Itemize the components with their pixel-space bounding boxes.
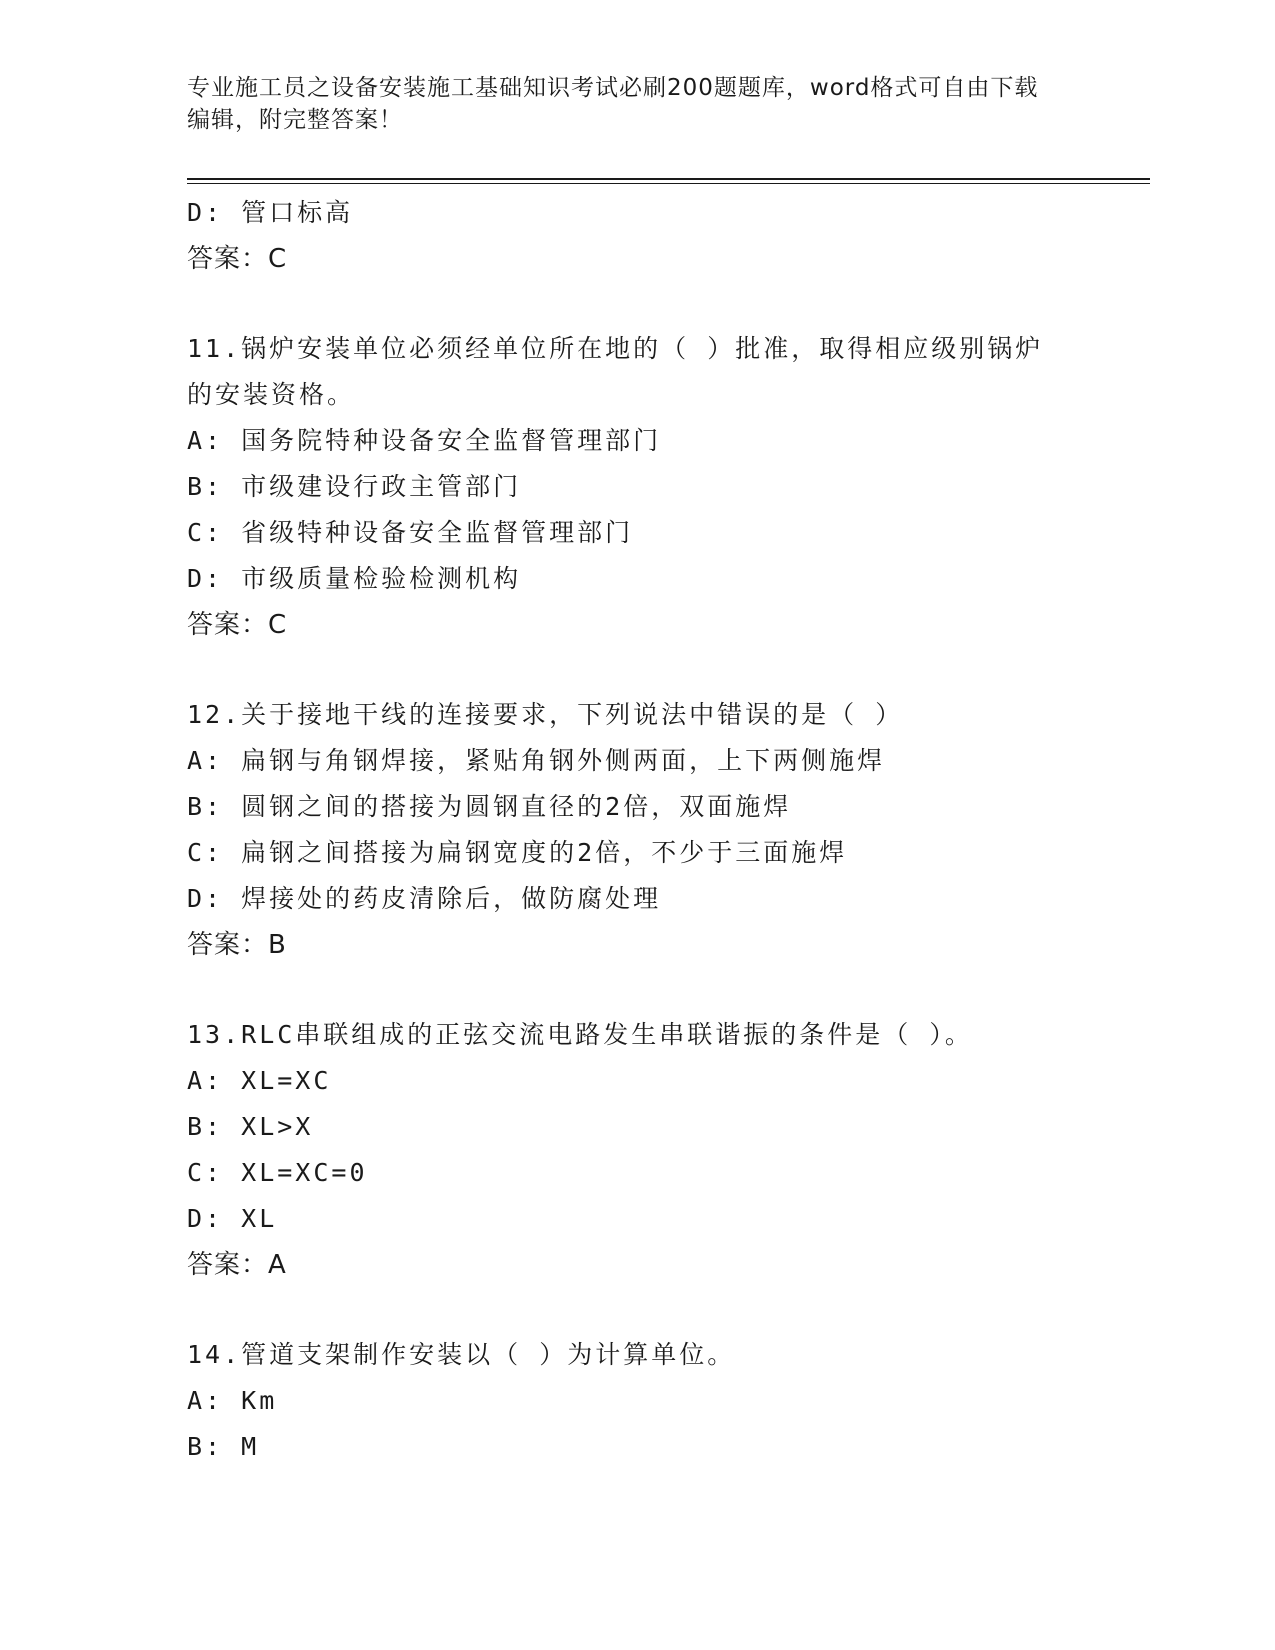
- question-spacer: [187, 1288, 1087, 1332]
- option-a: A: XL=XC: [187, 1066, 332, 1095]
- option-d: D: XL: [187, 1204, 278, 1233]
- header-divider-thick: [187, 178, 1150, 180]
- option-d: D: 管口标高: [187, 198, 354, 227]
- option-c: C: 扁钢之间搭接为扁钢宽度的2倍，不少于三面施焊: [187, 838, 848, 867]
- question-13: [187, 1012, 1087, 1288]
- document-body: [187, 190, 1087, 1470]
- answer: 答案：B: [187, 930, 287, 960]
- option-b: B: M: [187, 1432, 260, 1461]
- question-12: [187, 692, 1087, 968]
- answer: 答案：A: [187, 1250, 287, 1280]
- question-stem: 13.RLC串联组成的正弦交流电路发生串联谐振的条件是（ ）。: [187, 1020, 973, 1049]
- option-b: B: 市级建设行政主管部门: [187, 472, 522, 501]
- header-title-line2: 编辑，附完整答案！: [187, 107, 403, 133]
- question-11: [187, 326, 1087, 648]
- answer: 答案：C: [187, 244, 288, 274]
- option-b: B: XL>X: [187, 1112, 314, 1141]
- question-14: [187, 1332, 1087, 1470]
- question-spacer: [187, 648, 1087, 692]
- question-stem-continued: 的安装资格。: [187, 380, 356, 409]
- document-header: [187, 72, 1087, 136]
- option-d: D: 焊接处的药皮清除后，做防腐处理: [187, 884, 662, 913]
- header-title-line1: 专业施工员之设备安装施工基础知识考试必刷200题题库，word格式可自由下载: [187, 75, 1039, 101]
- option-a: A: 扁钢与角钢焊接，紧贴角钢外侧两面，上下两侧施焊: [187, 746, 886, 775]
- question-spacer: [187, 968, 1087, 1012]
- question-spacer: [187, 282, 1087, 326]
- question-stem: 12.关于接地干线的连接要求，下列说法中错误的是（ ）: [187, 700, 904, 729]
- option-a: A: Km: [187, 1386, 278, 1415]
- header-divider-thin: [187, 183, 1150, 184]
- question-stem: 14.管道支架制作安装以（ ）为计算单位。: [187, 1340, 736, 1369]
- question-stem: 11.锅炉安装单位必须经单位所在地的（ ）批准，取得相应级别锅炉: [187, 334, 1044, 363]
- option-b: B: 圆钢之间的搭接为圆钢直径的2倍，双面施焊: [187, 792, 792, 821]
- answer: 答案：C: [187, 610, 288, 640]
- option-d: D: 市级质量检验检测机构: [187, 564, 522, 593]
- option-c: C: 省级特种设备安全监督管理部门: [187, 518, 634, 547]
- option-c: C: XL=XC=0: [187, 1158, 368, 1187]
- option-a: A: 国务院特种设备安全监督管理部门: [187, 426, 662, 455]
